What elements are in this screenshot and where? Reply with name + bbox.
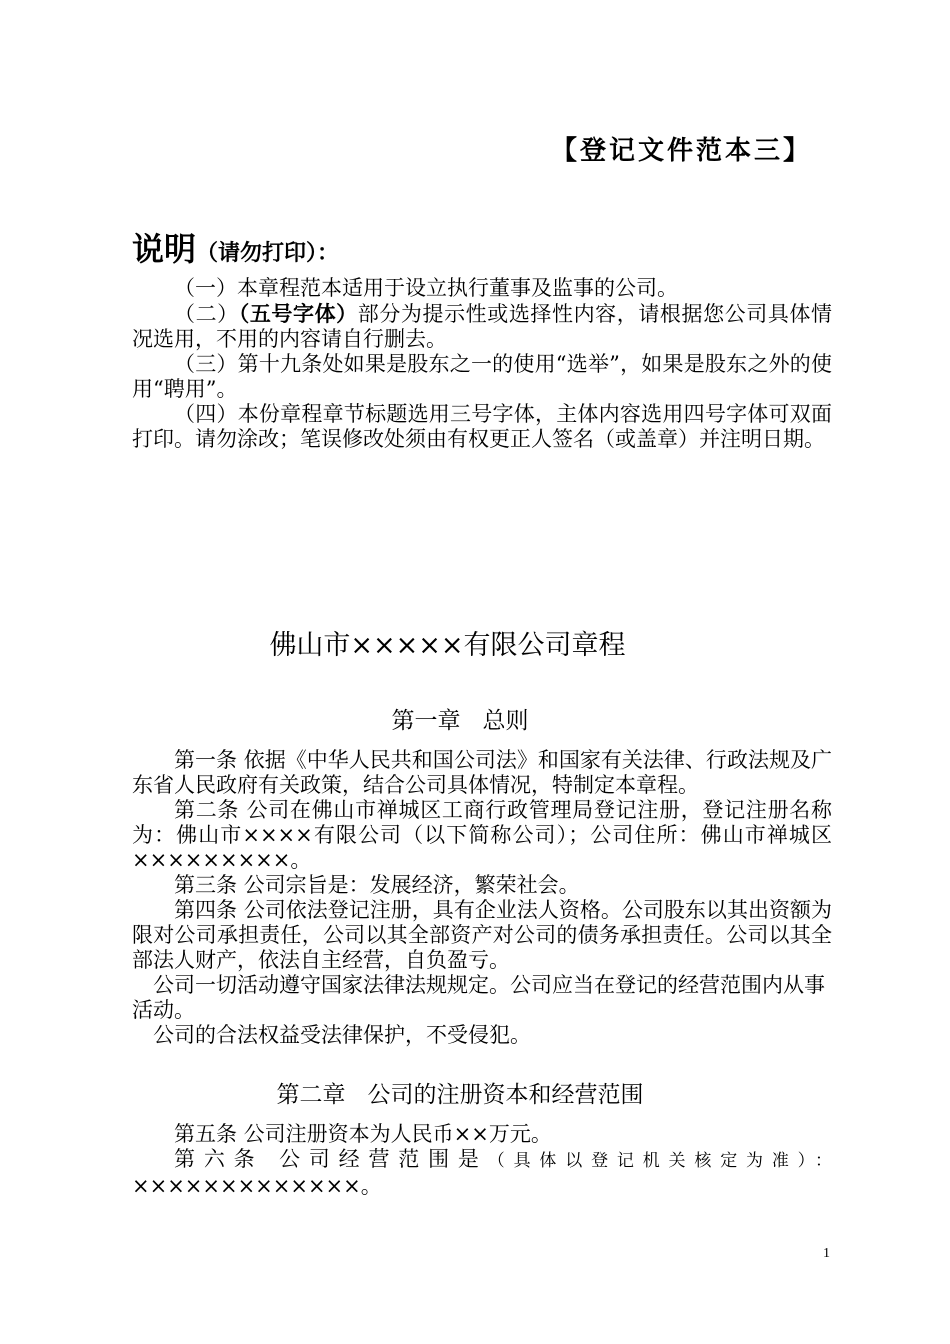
article-2: 第二条 公司在佛山市禅城区工商行政管理局登记注册，登记注册名称为：佛山市××××有限公司（以下简称公司）；公司住所：佛山市禅城区×××××××××。 bbox=[132, 798, 832, 872]
page-number: 1 bbox=[823, 1246, 830, 1261]
article-6-prefix: 第六条 公司经营范围是 bbox=[174, 1147, 488, 1171]
instruction-item-2-rest: 部分为提示性或选择性内容，请根据您公司具体情况选用，不用的内容请自行删去。 bbox=[132, 302, 832, 351]
instruction-item-3: （三）第十九条处如果是股东之一的使用“选举”，如果是股东之外的使用“聘用”。 bbox=[132, 352, 832, 401]
instructions-heading-main: 说明 bbox=[132, 230, 197, 268]
article-4-paragraph-3: 公司的合法权益受法律保护，不受侵犯。 bbox=[153, 1023, 531, 1047]
article-5: 第五条 公司注册资本为人民币××万元。 bbox=[174, 1122, 552, 1146]
article-6-note: （具体以登记机关核定为准）： bbox=[487, 1151, 832, 1171]
chapter-2-number: 第二章 bbox=[276, 1082, 346, 1108]
article-6 bbox=[132, 1147, 832, 1199]
articles-title: 佛山市×××××有限公司章程 bbox=[269, 630, 626, 661]
article-4: 第四条 公司依法登记注册，具有企业法人资格。公司股东以其出资额为限对公司承担责任，公司以其全部资产对公司的债务承担责任。公司以其全部法人财产，依法自主经营，自负盈亏。 bbox=[132, 898, 832, 972]
instruction-item-4: （四）本份章程章节标题选用三号字体，主体内容选用四号字体可双面打印。请勿涂改；笔误修改处须由有权更正人签名（或盖章）并注明日期。 bbox=[132, 402, 832, 451]
instruction-item-2 bbox=[132, 301, 832, 352]
article-6-value: ×××××××××××××。 bbox=[132, 1174, 382, 1198]
chapter-1-number: 第一章 bbox=[391, 708, 461, 734]
article-3: 第三条 公司宗旨是：发展经济，繁荣社会。 bbox=[174, 873, 580, 897]
chapter-1-title bbox=[0, 706, 920, 736]
article-1: 第一条 依据《中华人民共和国公司法》和国家有关法律、行政法规及广东省人民政府有关政策，结合公司具体情况，特制定本章程。 bbox=[132, 748, 832, 797]
instruction-item-2-prefix: （二） bbox=[174, 302, 239, 326]
instruction-item-2-bold: （五号字体） bbox=[238, 301, 358, 326]
instructions-heading bbox=[132, 226, 832, 276]
chapter-2-body bbox=[132, 1122, 832, 1199]
chapter-1-name: 总则 bbox=[482, 708, 529, 734]
instruction-item-1: （一）本章程范本适用于设立执行董事及监事的公司。 bbox=[174, 276, 678, 300]
document-template-label: 【登记文件范本三】 bbox=[550, 136, 812, 166]
article-4-paragraph-2: 公司一切活动遵守国家法律法规规定。公司应当在登记的经营范围内从事活动。 bbox=[132, 973, 825, 1022]
chapter-1-body bbox=[132, 748, 832, 1048]
instructions-section bbox=[132, 226, 832, 452]
chapter-2-title bbox=[0, 1080, 920, 1110]
chapter-2-name: 公司的注册资本和经营范围 bbox=[367, 1082, 644, 1108]
instructions-heading-sub: （请勿打印）： bbox=[196, 240, 340, 266]
